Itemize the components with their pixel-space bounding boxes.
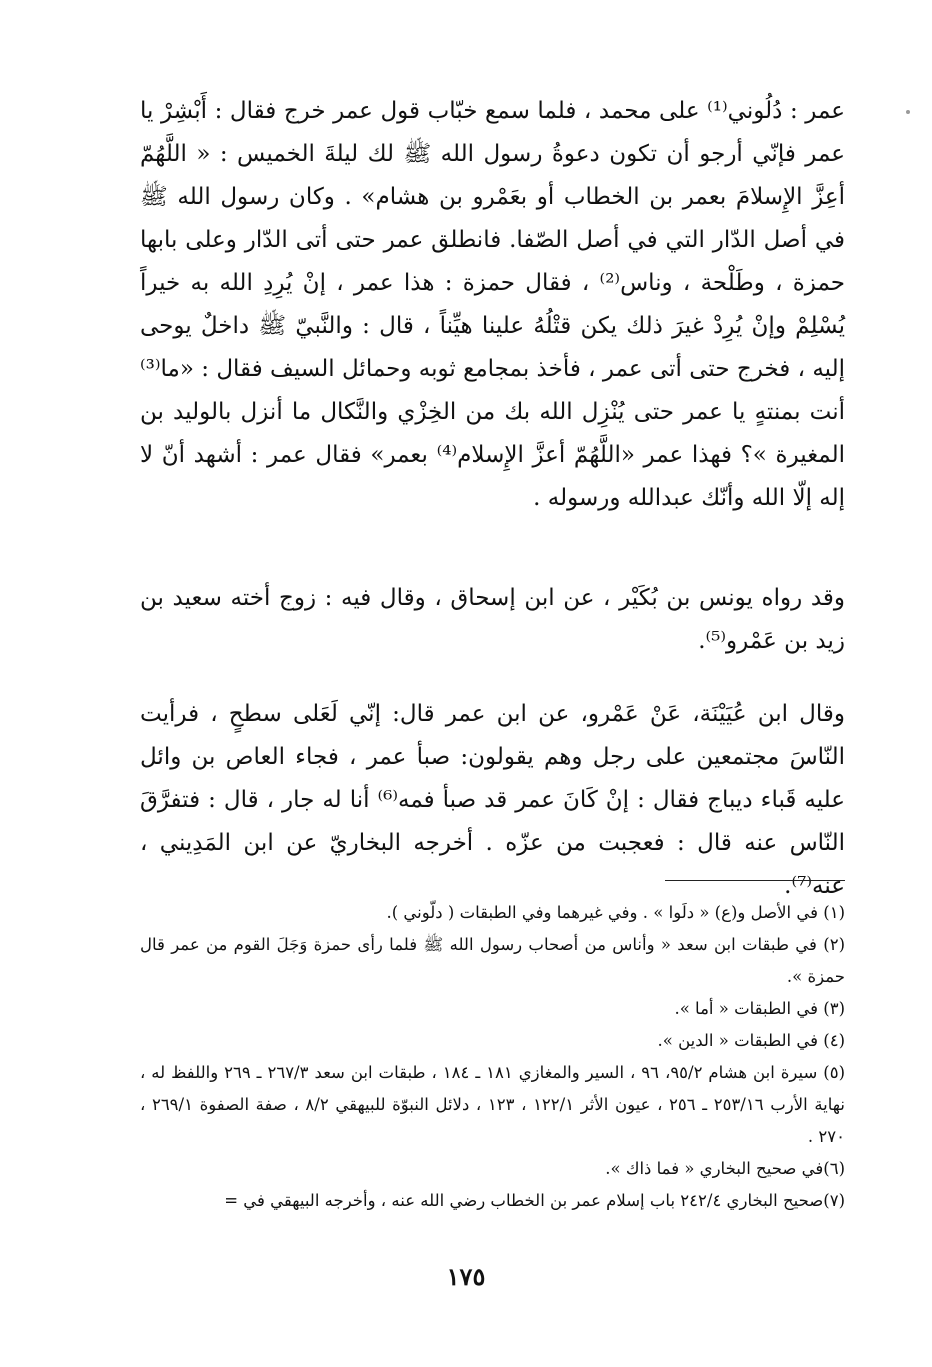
paragraph: وقال ابن عُيَيْنَة، عَنْ عَمْرو، عن ابن عمر قال: إنّي لَعَلى سطحٍ ، فرأيت النّاسَ مجتمعين على رجل وهم يقولون: صبأ عمر ، فجاء العاص بن وائل عليه قَباء ديباج فقال : إنْ كَانَ عمر قد صبأ فمه⁽⁶⁾ أنا له جار ، قال : فتفرَّقَ النّاس عنه قال : فعجبت من عزّه . أخرجه البخاريّ عن ابن المَدِيني ، عنه⁽⁷⁾. — [140, 701, 845, 899]
footnote: (٢) في طبقات ابن سعد « وأناس من أصحاب رسول الله ﷺ فلما رأى حمزة وَجَلَ القوم من عمر قال حمزة ». — [140, 935, 845, 986]
footnote: (٤) في الطبقات « الدين ». — [657, 1031, 845, 1050]
footnote: (٥) سيرة ابن هشام ٩٥/٢، ٩٦ ، السير والمغازي ١٨١ ـ ١٨٤ ، طبقات ابن سعد ٢٦٧/٣ ـ ٢٦٩ واللفظ له ، نهاية الأرب ٢٥٣/١٦ ـ ٢٥٦ ، عيون الأثر ١٢٢/١ ، ١٢٣ ، دلائل النبوّة للبيهقي ٨/٢ ، صفة الصفوة ٢٦٩/١ ، ٢٧٠ . — [140, 1063, 845, 1146]
paragraph: عمر : دُلُوني⁽¹⁾ على محمد ، فلما سمع خبّاب قول عمر خرج فقال : أَبْشِرْ يا عمر فإنّي أرجو أن تكون دعوةُ رسول الله ﷺ لك ليلةَ الخميس : « اللَّهُمّ أعِزَّ الإِسلامَ بعمر بن الخطاب أو بعَمْرو بن هشام» . وكان رسول الله ﷺ في أصل الدّار التي في أصل الصّفا. فانطلق عمر حتى أتى الدّار وعلى بابها حمزة ، وطَلْحة ، وناس⁽²⁾ ، فقال حمزة : هذا عمر ، إنْ يُرِدِ الله به خيراً يُسْلِمْ وإنْ يُرِدْ غيرَ ذلك يكن قتْلُهُ علينا هيِّناً ، قال : والنَّبيّ ﷺ داخلٌ يوحى إليه ، فخرج حتى أتى عمر ، فأخذ بمجامع ثوبه وحمائل السيف فقال : «ما⁽³⁾ أنت بمنتهٍ يا عمر حتى يُنْزِل الله بك من الخِزْي والنَّكال ما أنزل بالوليد بن المغيرة »؟ فهذا عمر «اللَّهُمّ أعزَّ الإِسلام⁽⁴⁾ بعمر» فقال عمر : أشهد أنّ لا إله إلّا الله وأنّك عبدالله ورسوله . — [140, 98, 846, 511]
paragraph: وقد رواه يونس بن بُكَيْر ، عن ابن إسحاق ، وقال فيه : زوج أخته سعيد بن زيد بن عَمْرو⁽⁵⁾. — [140, 585, 845, 654]
footnote: (٦)في صحيح البخاري « فما ذاك ». — [605, 1159, 845, 1178]
scan-speck — [906, 110, 910, 114]
footnote: (٧)صحيح البخاري ٢٤٢/٤ باب إسلام عمر بن الخطاب رضي الله عنه ، وأخرجه البيهقي في = — [224, 1191, 845, 1210]
footnotes — [140, 897, 845, 1217]
footnote-divider — [665, 880, 845, 881]
main-text — [140, 90, 845, 908]
page-number: ١٧٥ — [446, 1262, 486, 1291]
footnote: (١) في الأصل و(ع) « دلَوا » . وفي غيرهما وفي الطبقات ( دلّوني ). — [386, 903, 845, 922]
footnote: (٣) في الطبقات « أما ». — [674, 999, 845, 1018]
